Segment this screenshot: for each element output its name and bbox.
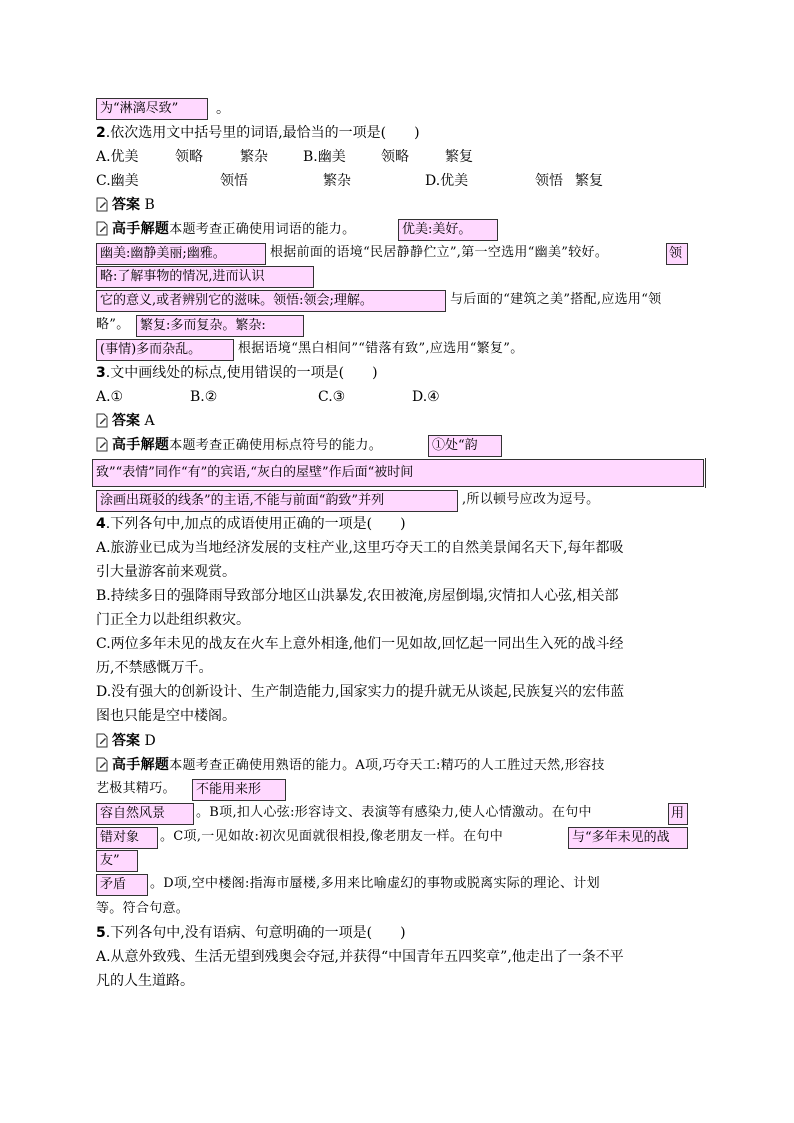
highlight-box: 涂画出斑驳的线条”的主语,不能与前面“韵致”并列 bbox=[96, 490, 458, 512]
q3-option-a: A.① bbox=[96, 389, 124, 405]
q2-option-d-2: 领悟 bbox=[535, 173, 563, 189]
pen-doc-icon bbox=[96, 197, 109, 212]
q3-option-c: C.③ bbox=[318, 389, 346, 405]
highlight-box: 矛盾 bbox=[96, 874, 148, 896]
q3-answer: 答案 A bbox=[96, 409, 155, 433]
text-fragment: 。C项,一见如故:初次见面就很相投,像老朋友一样。在句中 bbox=[160, 829, 503, 844]
text-fragment: ,所以顿号应改为逗号。 bbox=[462, 492, 600, 507]
text-fragment: 与后面的“建筑之美”搭配,应选用“领 bbox=[450, 292, 662, 307]
highlight-box: 优美:美好。 bbox=[398, 219, 498, 241]
q2-option-c-2: 领悟 bbox=[220, 173, 248, 189]
q5-option-a-line-1: A.从意外致残、生活无望到残奥会夺冠,并获得“中国青年五四奖章”,他走出了一条不平 bbox=[96, 949, 624, 965]
highlight-box: 幽美:幽静美丽;幽雅。 bbox=[96, 243, 266, 265]
q3-analysis-line-1: 高手解题本题考查正确使用标点符号的能力。 bbox=[96, 433, 382, 458]
text-fragment: 等。符合句意。 bbox=[96, 901, 190, 916]
pen-doc-icon bbox=[96, 221, 109, 236]
highlight-box: 它的意义,或者辨别它的滋味。领悟:领会;理解。 bbox=[96, 290, 446, 312]
q4-option-d-line-1: D.没有强大的创新设计、生产制造能力,国家实力的提升就无从谈起,民族复兴的宏伟蓝 bbox=[96, 684, 625, 700]
text-fragment: 艺极其精巧。 bbox=[96, 781, 176, 796]
question-5-stem: 5.下列各句中,没有语病、句意明确的一项是( ) bbox=[96, 925, 406, 941]
q4-analysis-line-1: 高手解题本题考查正确使用熟语的能力。A项,巧夺天工:精巧的人工胜过天然,形容技 bbox=[96, 753, 605, 778]
q4-answer: 答案 D bbox=[96, 729, 156, 753]
highlight-box: 容自然风景 bbox=[96, 803, 194, 825]
q4-option-b-line-1: B.持续多日的强降雨导致部分地区山洪暴发,农田被淹,房屋倒塌,灾情扣人心弦,相关部 bbox=[96, 588, 619, 604]
text-fragment: 。 bbox=[216, 101, 230, 117]
q4-option-c-line-1: C.两位多年未见的战友在火车上意外相逢,他们一见如故,回忆起一同出生入死的战斗经 bbox=[96, 636, 624, 652]
highlight-box: 略:了解事物的情况,进而认识 bbox=[96, 266, 314, 288]
q4-option-a-line-2: 引大量游客前来观赏。 bbox=[96, 564, 236, 580]
highlight-box: 领 bbox=[666, 243, 688, 265]
q4-option-c-line-2: 历,不禁感慨万千。 bbox=[96, 660, 213, 676]
highlight-box: 用 bbox=[668, 803, 688, 825]
question-3-stem: 3.文中画线处的标点,使用错误的一项是( ) bbox=[96, 365, 378, 381]
q2-option-b-3: 繁复 bbox=[445, 149, 473, 165]
q5-option-a-line-2: 凡的人生道路。 bbox=[96, 973, 194, 989]
q2-option-b-2: 领略 bbox=[381, 149, 409, 165]
question-4-stem: 4.下列各句中,加点的成语使用正确的一项是( ) bbox=[96, 516, 406, 532]
text-fragment: 。B项,扣人心弦:形容诗文、表演等有感染力,使人心情激动。在句中 bbox=[196, 805, 592, 820]
q2-option-a-2: 领略 bbox=[175, 149, 203, 165]
q4-option-b-line-2: 门正全力以赴组织救灾。 bbox=[96, 612, 250, 628]
q2-analysis-line-1: 高手解题本题考查正确使用词语的能力。 bbox=[96, 217, 355, 242]
highlight-box: ①处“韵 bbox=[428, 435, 502, 457]
q2-option-a-3: 繁杂 bbox=[240, 149, 268, 165]
highlight-box: (事情)多而杂乱。 bbox=[96, 339, 234, 361]
q2-option-c: C.幽美 bbox=[96, 173, 139, 189]
q4-option-d-line-2: 图也只能是空中楼阁。 bbox=[96, 708, 236, 724]
pen-doc-icon bbox=[96, 437, 109, 452]
question-2-stem: 2.依次选用文中括号里的词语,最恰当的一项是( ) bbox=[96, 125, 420, 141]
pen-doc-icon bbox=[96, 733, 109, 748]
highlight-box: 错对象 bbox=[96, 827, 158, 849]
q2-answer: 答案 B bbox=[96, 193, 155, 217]
pen-doc-icon bbox=[96, 413, 109, 428]
highlight-box: 为“淋漓尽致” bbox=[96, 98, 208, 120]
highlight-box: 友” bbox=[96, 850, 138, 872]
text-fragment: 根据前面的语境“民居静静伫立”,第一空选用“幽美”较好。 bbox=[270, 245, 609, 260]
text-fragment: 。D项,空中楼阁:指海市蜃楼,多用来比喻虚幻的事物或脱离实际的理论、计划 bbox=[150, 876, 600, 891]
highlight-box: 不能用来形 bbox=[192, 779, 286, 801]
q4-option-a-line-1: A.旅游业已成为当地经济发展的支柱产业,这里巧夺天工的自然美景闻名天下,每年都吸 bbox=[96, 540, 624, 556]
q2-option-d-3: 繁复 bbox=[575, 173, 603, 189]
highlight-box: 繁复:多而复杂。繁杂: bbox=[136, 315, 304, 337]
pen-doc-icon bbox=[96, 757, 109, 772]
text-fragment: 根据语境“黑白相间”“错落有致”,应选用“繁复”。 bbox=[238, 341, 524, 356]
frame-edge bbox=[705, 458, 707, 488]
text-fragment: 略”。 bbox=[96, 317, 130, 332]
q2-option-a: A.优美 bbox=[96, 149, 139, 165]
q2-option-c-3: 繁杂 bbox=[323, 173, 351, 189]
q3-option-d: D.④ bbox=[412, 389, 440, 405]
highlight-box: 与“多年未见的战 bbox=[568, 827, 688, 849]
q3-option-b: B.② bbox=[190, 389, 218, 405]
q2-option-d: D.优美 bbox=[425, 173, 469, 189]
highlight-box: 致”“表情”同作“有”的宾语,“灰白的屋壁”作后面“被时间 bbox=[92, 459, 704, 487]
q2-option-b: B.幽美 bbox=[303, 149, 346, 165]
